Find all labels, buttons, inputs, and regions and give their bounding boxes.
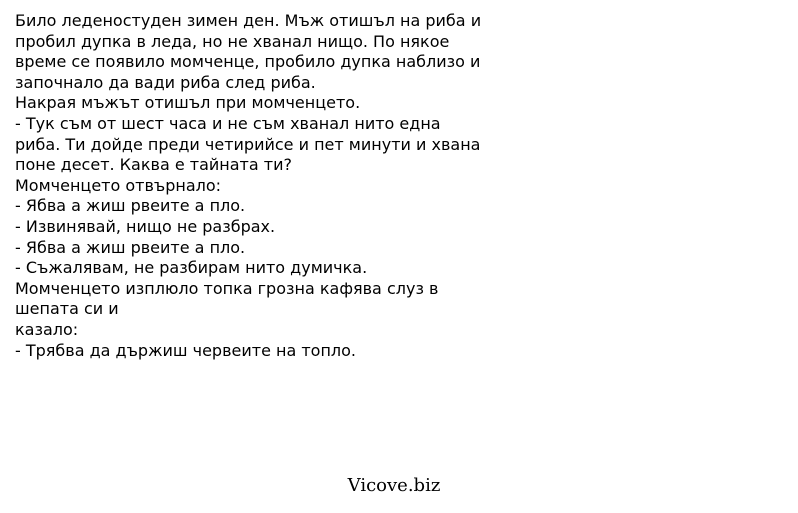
joke-line: риба. Ти дойде преди четирийсе и пет минути и хвана bbox=[15, 134, 481, 154]
joke-line: пробил дупка в леда, но не хванал нищо. По някое bbox=[15, 31, 450, 51]
joke-line: време се появило момченце, пробило дупка наблизо и bbox=[15, 52, 481, 72]
joke-line: - Тук съм от шест часа и не съм хванал нито една bbox=[15, 113, 441, 133]
joke-line: казало: bbox=[15, 319, 79, 339]
site-watermark: Vicove.biz bbox=[347, 475, 441, 496]
joke-line: - Трябва да държиш червеите на топло. bbox=[15, 340, 357, 360]
joke-line: - Извинявай, нищо не разбрах. bbox=[15, 216, 276, 236]
joke-line: - Ябва а жиш рвеите а пло. bbox=[15, 237, 246, 257]
joke-line: започнало да вади риба след риба. bbox=[15, 72, 316, 92]
joke-line: шепата си и bbox=[15, 299, 119, 319]
joke-line: Момченцето отвърнало: bbox=[15, 175, 222, 195]
joke-line: Момченцето изплюло топка грозна кафява слуз в bbox=[15, 278, 439, 298]
joke-line: - Съжалявам, не разбирам нито думичка. bbox=[15, 258, 368, 278]
joke-line: - Ябва а жиш рвеите а пло. bbox=[15, 196, 246, 216]
joke-line: Било леденостуден зимен ден. Мъж отишъл на риба и bbox=[15, 11, 482, 30]
joke-line: поне десет. Каква е тайната ти? bbox=[15, 155, 292, 175]
joke-text bbox=[15, 11, 575, 361]
joke-line: Накрая мъжът отишъл при момченцето. bbox=[15, 93, 361, 113]
